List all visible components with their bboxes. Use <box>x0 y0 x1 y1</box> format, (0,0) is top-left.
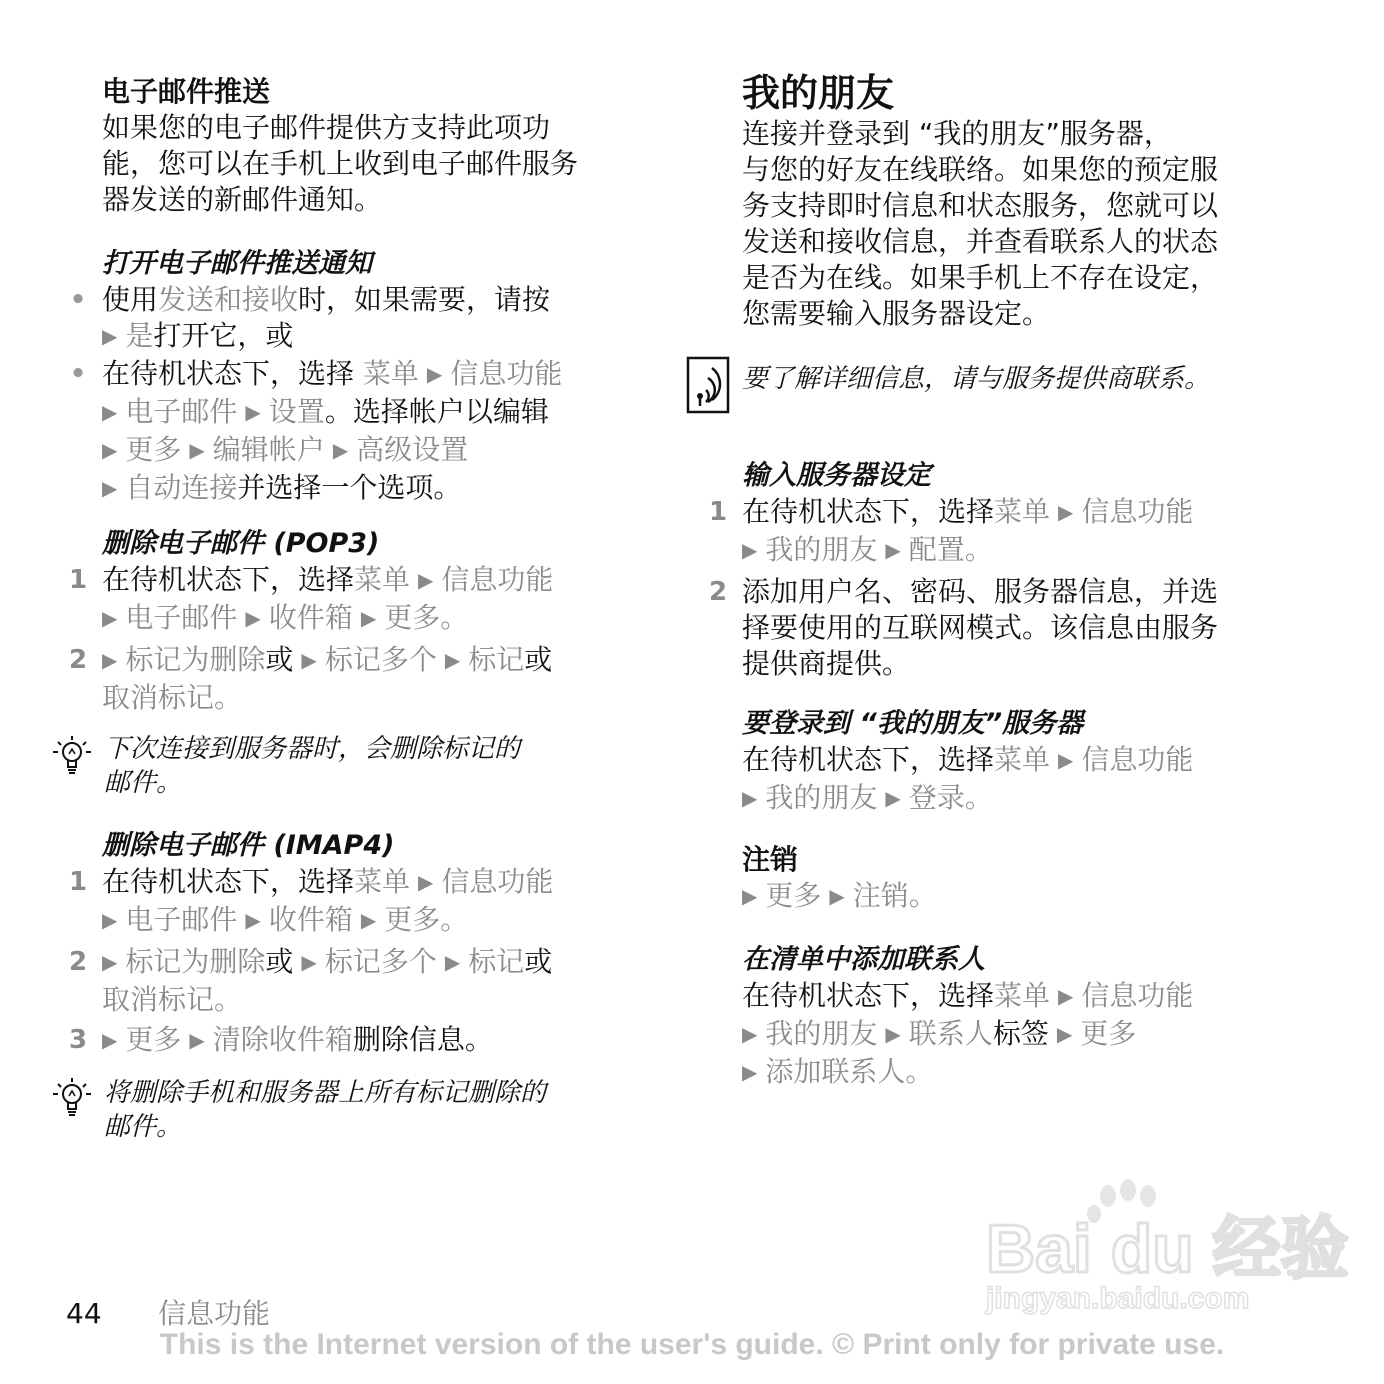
triangle-right-icon: ▶ <box>1058 748 1074 772</box>
line <box>742 978 1342 1016</box>
triangle-right-icon: ▶ <box>102 476 118 500</box>
triangle-right-icon: ▶ <box>102 908 118 932</box>
tip-line: 下次连接到服务器时，会删除标记的 <box>104 734 521 764</box>
step-number: 1 <box>68 565 88 595</box>
lightbulb-icon <box>50 734 94 782</box>
menu-item-unmark: 取消标记 <box>102 681 215 714</box>
watermark-brand: Bai du 经验 <box>986 1211 1349 1287</box>
text: 删除信息。 <box>352 1023 493 1056</box>
paragraph-line: 如果您的电子邮件提供方支持此项功 <box>102 111 551 144</box>
step <box>68 1022 662 1060</box>
step-cont <box>102 982 662 1018</box>
triangle-right-icon: ▶ <box>245 908 261 932</box>
menu-item-menu: 菜单 <box>994 495 1051 528</box>
menu-item-auto-connect: 自动连接 <box>125 471 238 504</box>
triangle-right-icon: ▶ <box>189 438 205 462</box>
list-item-cont <box>102 432 662 470</box>
section-login <box>742 706 1342 818</box>
text: 。 <box>440 903 469 936</box>
line <box>742 742 1342 780</box>
tip-line: 邮件。 <box>104 1112 183 1142</box>
section-pop3 <box>68 526 662 716</box>
section-my-friends <box>742 70 1332 332</box>
heading-pop3: 删除电子邮件 (POP3) <box>102 528 380 559</box>
triangle-right-icon: ▶ <box>444 648 461 672</box>
step-number: 3 <box>68 1025 88 1055</box>
step-number: 1 <box>708 497 728 527</box>
menu-item-mark: 标记 <box>468 945 525 978</box>
menu-item-yes: 是 <box>125 319 154 352</box>
lightbulb-icon <box>50 1076 94 1124</box>
menu-item-login: 登录 <box>908 781 965 814</box>
line <box>742 1054 1342 1092</box>
menu-item-messaging: 信息功能 <box>441 563 554 596</box>
section-add-contact <box>742 942 1342 1092</box>
step-number: 2 <box>68 947 88 977</box>
text: 提供商提供。 <box>742 647 911 680</box>
heading-imap4: 删除电子邮件 (IMAP4) <box>102 830 395 861</box>
triangle-right-icon: ▶ <box>444 950 461 974</box>
triangle-right-icon: ▶ <box>332 438 349 462</box>
triangle-right-icon: ▶ <box>742 1022 758 1046</box>
triangle-right-icon: ▶ <box>102 438 118 462</box>
text: 。 <box>964 781 993 814</box>
watermark-url: jingyan.baidu.com <box>986 1282 1250 1315</box>
menu-item-more: 更多 <box>384 903 441 936</box>
page-number: 44 <box>66 1297 102 1330</box>
step <box>68 642 662 680</box>
text: 或 <box>265 945 294 978</box>
text: 。 <box>964 533 993 566</box>
menu-item-unmark: 取消标记 <box>102 983 215 1016</box>
menu-item-configure: 配置 <box>908 533 965 566</box>
paragraph-line: 能，您可以在手机上收到电子邮件服务 <box>102 147 579 180</box>
menu-item-my-friends: 我的朋友 <box>765 533 878 566</box>
list-item-cont <box>102 394 662 432</box>
menu-item-messaging: 信息功能 <box>1081 495 1194 528</box>
triangle-right-icon: ▶ <box>742 884 758 908</box>
triangle-right-icon: ▶ <box>885 538 901 562</box>
text: 标签 <box>992 1017 1049 1050</box>
heading-login: 要登录到 “我的朋友”服务器 <box>742 708 1084 739</box>
triangle-right-icon: ▶ <box>102 950 118 974</box>
section-email-push <box>102 74 662 218</box>
triangle-right-icon: ▶ <box>301 648 317 672</box>
triangle-right-icon: ▶ <box>829 884 845 908</box>
text: 在待机状态下，选择 <box>742 495 995 528</box>
triangle-right-icon: ▶ <box>418 870 434 894</box>
text: 。 <box>214 983 243 1016</box>
tip-line: 将删除手机和服务器上所有标记删除的 <box>104 1078 547 1108</box>
tip-imap4 <box>104 1076 654 1144</box>
section-logout <box>742 842 1342 916</box>
menu-item-messaging: 信息功能 <box>450 357 563 390</box>
menu-item-more: 更多 <box>1080 1017 1137 1050</box>
triangle-right-icon: ▶ <box>245 606 261 630</box>
menu-item-menu: 菜单 <box>994 979 1051 1012</box>
menu-item-email: 电子邮件 <box>125 395 238 428</box>
list-item-cont <box>102 470 662 508</box>
operator-service-icon <box>686 356 734 420</box>
text: 打开它，或 <box>153 319 294 352</box>
step <box>68 864 662 902</box>
menu-item-send-receive: 发送和接收 <box>158 283 299 316</box>
line <box>742 878 1342 916</box>
section-server-settings <box>708 458 1342 682</box>
menu-item-clear-inbox: 清除收件箱 <box>212 1023 353 1056</box>
step-number: 2 <box>68 645 88 675</box>
step <box>68 562 662 600</box>
paragraph-line: 务支持即时信息和状态服务，您就可以 <box>742 189 1219 222</box>
menu-item-more: 更多 <box>125 1023 182 1056</box>
text: 使用 <box>102 283 159 316</box>
menu-item-menu: 菜单 <box>362 357 419 390</box>
triangle-right-icon: ▶ <box>885 1022 901 1046</box>
menu-item-more: 更多 <box>384 601 441 634</box>
text: 或 <box>524 945 553 978</box>
triangle-right-icon: ▶ <box>102 606 118 630</box>
menu-item-advanced: 高级设置 <box>356 433 469 466</box>
step-cont <box>742 532 1342 570</box>
triangle-right-icon: ▶ <box>1056 1022 1073 1046</box>
step-cont <box>742 610 1342 646</box>
menu-item-menu: 菜单 <box>354 865 411 898</box>
menu-item-edit-account: 编辑帐户 <box>212 433 325 466</box>
triangle-right-icon: ▶ <box>1058 984 1074 1008</box>
list-item <box>69 356 662 394</box>
section-open-push <box>69 246 662 508</box>
step-cont <box>102 902 662 940</box>
step-number: 1 <box>68 867 88 897</box>
text: 。 <box>214 681 243 714</box>
menu-item-mark-several: 标记多个 <box>324 643 437 676</box>
tip-line: 邮件。 <box>104 768 183 798</box>
triangle-right-icon: ▶ <box>102 400 118 424</box>
line <box>742 780 1342 818</box>
text: 。 <box>905 1055 934 1088</box>
triangle-right-icon: ▶ <box>360 908 377 932</box>
menu-item-mark-delete: 标记为删除 <box>125 643 266 676</box>
menu-item-menu: 菜单 <box>994 743 1051 776</box>
triangle-right-icon: ▶ <box>102 648 118 672</box>
note-contact-provider <box>742 362 1342 396</box>
menu-item-mark-several: 标记多个 <box>324 945 437 978</box>
heading-email-push: 电子邮件推送 <box>102 75 271 108</box>
text: 时，如果需要，请按 <box>298 283 551 316</box>
triangle-right-icon: ▶ <box>189 1028 205 1052</box>
menu-item-inbox: 收件箱 <box>268 601 353 634</box>
menu-item-add-contact: 添加联系人 <box>765 1055 906 1088</box>
step <box>708 574 1342 610</box>
triangle-right-icon: ▶ <box>426 362 443 386</box>
triangle-right-icon: ▶ <box>742 786 758 810</box>
step-cont <box>102 680 662 716</box>
menu-item-email: 电子邮件 <box>125 601 238 634</box>
heading-server-settings: 输入服务器设定 <box>742 460 931 491</box>
text: 或 <box>524 643 553 676</box>
footer-disclaimer: This is the Internet version of the user's guide. © Print only for private use. <box>159 1328 1225 1361</box>
section-imap4 <box>68 828 662 1060</box>
triangle-right-icon: ▶ <box>1058 500 1074 524</box>
triangle-right-icon: ▶ <box>885 786 901 810</box>
line <box>742 1016 1342 1054</box>
text: 在待机状态下，选择 <box>102 865 355 898</box>
menu-item-messaging: 信息功能 <box>1081 979 1194 1012</box>
triangle-right-icon: ▶ <box>102 1028 118 1052</box>
paragraph-line: 您需要输入服务器设定。 <box>742 297 1051 330</box>
menu-item-messaging: 信息功能 <box>441 865 554 898</box>
tip-pop3 <box>104 732 644 800</box>
menu-item-more: 更多 <box>765 879 822 912</box>
text: 添加用户名、密码、服务器信息，并选 <box>742 575 1219 608</box>
triangle-right-icon: ▶ <box>742 1060 758 1084</box>
menu-item-inbox: 收件箱 <box>268 903 353 936</box>
step-cont <box>102 600 662 638</box>
paragraph-line: 器发送的新邮件通知。 <box>102 183 383 216</box>
step-cont <box>742 646 1342 682</box>
menu-item-menu: 菜单 <box>354 563 411 596</box>
triangle-right-icon: ▶ <box>742 538 758 562</box>
text: 在待机状态下，选择 <box>102 357 363 390</box>
step <box>708 494 1342 532</box>
text: 。 <box>440 601 469 634</box>
list-item-cont <box>102 318 662 356</box>
paragraph-line: 发送和接收信息，并查看联系人的状态 <box>742 225 1219 258</box>
text: 在待机状态下，选择 <box>102 563 355 596</box>
menu-item-logout: 注销 <box>852 879 909 912</box>
text: 。选择帐户以编辑 <box>324 395 549 428</box>
step-number: 2 <box>708 577 728 607</box>
paragraph-line: 是否为在线。如果手机上不存在设定， <box>742 261 1219 294</box>
list-item <box>69 282 662 318</box>
heading-open-push: 打开电子邮件推送通知 <box>102 248 372 279</box>
menu-item-email: 电子邮件 <box>125 903 238 936</box>
baidu-watermark <box>982 1176 1349 1316</box>
text: 择要使用的互联网模式。该信息由服务 <box>742 611 1219 644</box>
triangle-right-icon: ▶ <box>245 400 261 424</box>
menu-item-my-friends: 我的朋友 <box>765 781 878 814</box>
menu-item-messaging: 信息功能 <box>1081 743 1194 776</box>
text: 在待机状态下，选择 <box>742 979 995 1012</box>
heading-my-friends: 我的朋友 <box>742 71 895 115</box>
heading-add-contact: 在清单中添加联系人 <box>742 944 985 975</box>
footer-section-title: 信息功能 <box>158 1297 271 1330</box>
menu-item-mark: 标记 <box>468 643 525 676</box>
bullet-icon: • <box>69 359 87 389</box>
text: 在待机状态下，选择 <box>742 743 995 776</box>
triangle-right-icon: ▶ <box>301 950 317 974</box>
step <box>68 944 662 982</box>
text: 或 <box>265 643 294 676</box>
menu-item-settings: 设置 <box>268 395 325 428</box>
triangle-right-icon: ▶ <box>418 568 434 592</box>
paragraph-line: 连接并登录到 “我的朋友”服务器， <box>742 117 1172 150</box>
paragraph-line: 与您的好友在线联络。如果您的预定服 <box>742 153 1219 186</box>
heading-logout: 注销 <box>742 843 799 876</box>
menu-item-mark-delete: 标记为删除 <box>125 945 266 978</box>
triangle-right-icon: ▶ <box>102 324 118 348</box>
menu-item-my-friends: 我的朋友 <box>765 1017 878 1050</box>
menu-item-more: 更多 <box>125 433 182 466</box>
note-text: 要了解详细信息，请与服务提供商联系。 <box>742 364 1211 394</box>
triangle-right-icon: ▶ <box>360 606 377 630</box>
bullet-icon: • <box>69 285 87 315</box>
text: 并选择一个选项。 <box>237 471 462 504</box>
menu-item-contacts: 联系人 <box>908 1017 993 1050</box>
text: 。 <box>908 879 937 912</box>
